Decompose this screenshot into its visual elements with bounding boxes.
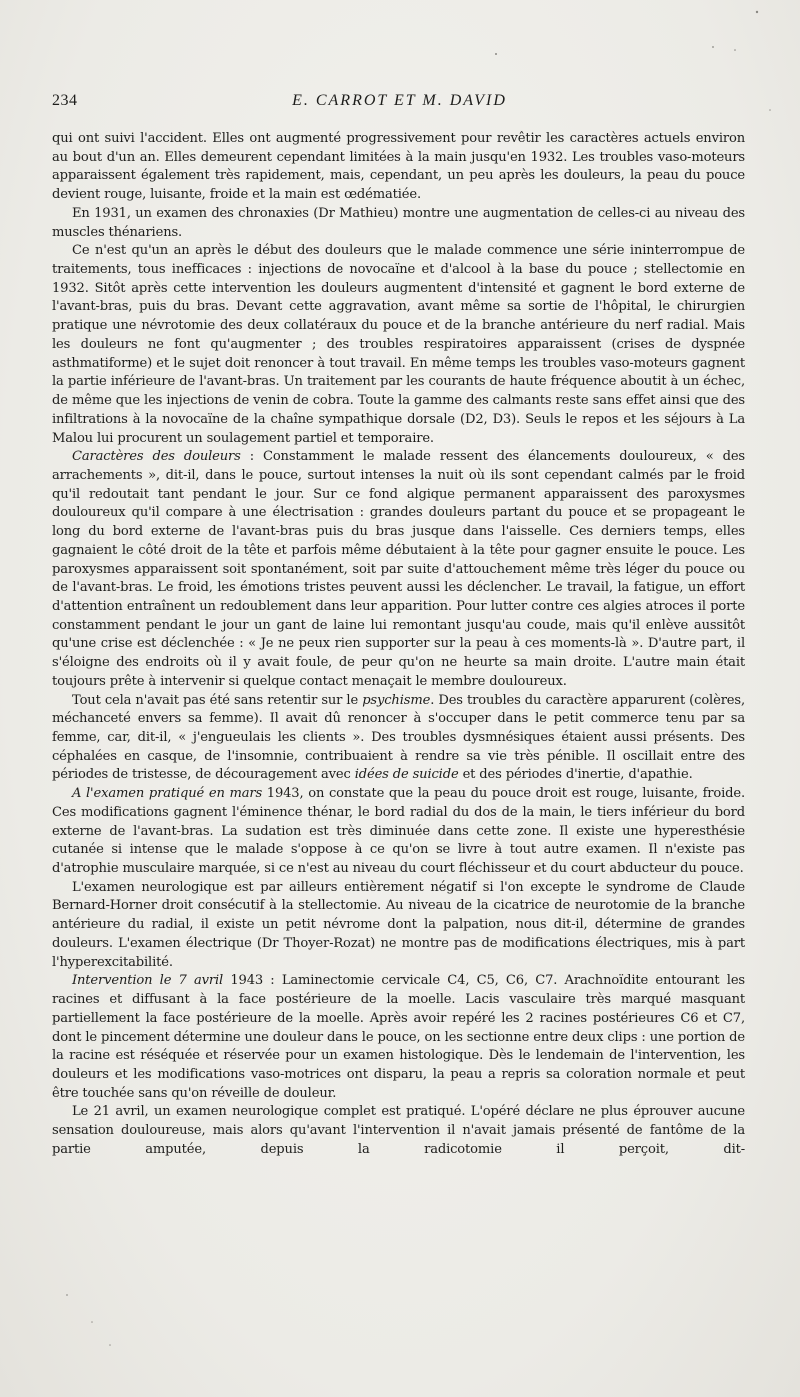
psychism-text-a: Tout cela n'avait pas été sans retentir sur le: [72, 692, 363, 708]
paragraph-chronaxies: En 1931, un examen des chronaxies (Dr Mathieu) montre une augmentation de celles-ci au niveau des muscles thénariens.: [52, 205, 745, 240]
paragraph-pain-characteristics: [52, 448, 745, 691]
paragraph-followup: Le 21 avril, un examen neurologique complet est pratiqué. L'opéré déclare ne plus éprouver aucune sensation douloureuse, mais alors qu'avant l'intervention il n'avait jamais présenté de fantôme de la partie amputée, depuis la radicotomie il perçoit, dit-: [52, 1104, 745, 1157]
paragraph-treatments: Ce n'est qu'un an après le début des douleurs que le malade commence une série ininterrompue de traitements, tous inefficaces : injections de novocaïne et d'alcool à la base du pouce ; stellectomie en 1932. Sitôt après cette intervention les douleurs augmentent d'intensité et gagnent le bord externe de l'avant-bras, puis du bras. Devant cette aggravation, avant même sa sortie de l'hôpital, le chirurgien pratique une névrotomie des deux collatéraux du pouce et de la branche antérieure du nerf radial. Mais les douleurs ne font qu'augmenter ; des troubles respiratoires apparaissent (crises de dyspnée asthmatiforme) et le sujet doit renoncer à tout travail. En même temps les troubles vaso-moteurs gagnent la partie inférieure de l'avant-bras. Un traitement par les courants de haute fréquence aboutit à un échec, de même que les injections de venin de cobra. Toute la gamme des calmants reste sans effet ainsi que des infiltrations à la novocaïne de la chaîne sympathique dorsale (D2, D3). Seuls le repos et les séjours à La Malou lui procurent un soulagement partiel et temporaire.: [52, 243, 745, 446]
section-label-examination: A l'examen pratiqué en mars: [72, 786, 263, 802]
psychism-text-c: et des périodes d'inertie, d'apathie.: [458, 767, 693, 783]
running-header: [52, 92, 747, 114]
psychism-text-b: . Des troubles du caractère apparurent (colères, méchanceté envers sa femme). Il avait dû renoncer à s'occuper dans le petit commerce tenu par sa femme, car, dit-il, « j'engueulais les clients ». Des troubles dysmnésiques étaient aussi présents. Des céphalées en casque, de l'insomnie, contribuaient à rendre sa vie très pénible. Il oscillait entre des périodes de tristesse, de découragement avec: [52, 692, 745, 783]
term-idees-de-suicide: idées de suicide: [354, 767, 459, 783]
paragraph-intervention: [52, 972, 745, 1103]
section-label-pain: Caractères des douleurs: [72, 449, 241, 465]
paragraph-examination: [52, 785, 745, 879]
paragraph-psychism: [52, 692, 745, 786]
intervention-text: 1943 : Laminectomie cervicale C4, C5, C6, C7. Arachnoïdite entourant les racines et diffusant à la face postérieure de la moelle. Lacis vasculaire très marqué masquant partiellement la face postérieure de la moelle. Après avoir repéré les 2 racines postérieures C6 et C7, dont le pincement détermine une douleur dans le pouce, on les sectionne entre deux clips : une portion de la racine est réséquée et réservée pour un examen histologique. Dès le lendemain de l'intervention, les douleurs et les modifications vaso-motrices ont disparu, la peau a repris sa coloration normale et peut être touchée sans qu'on réveille de douleur.: [52, 973, 745, 1101]
term-psychisme: psychisme: [362, 692, 431, 708]
pain-text: : Constamment le malade ressent des élancements douloureux, « des arrachements », dit-il, dans le pouce, surtout intenses la nuit où ils sont cependant calmés par le froid qu'il redoutait tant pendant le jour. Sur ce fond algique permanent apparaissent des paroxysmes douloureux qu'il compare à une électrisation : grandes douleurs partant du pouce et se propageant le long du bord externe de l'avant-bras puis du bras jusque dans l'aisselle. Ces derniers temps, elles gagnaient le côté droit de la tête et parfois même débutaient à la tête pour gagner ensuite le pouce. Les paroxysmes apparaissent soit spontanément, soit par suite d'attouchement même très léger du pouce ou de l'avant-bras. Le froid, les émotions tristes peuvent aussi les déclencher. Le travail, la fatigue, un effort d'attention entraînent un redoublement dans leur apparition. Pour lutter contre ces algies atroces il porte constamment pendant le jour un gant de laine lui remontant jusqu'au coude, mais qu'il enlève aussitôt qu'une crise est déclenchée : « Je ne peux rien supporter sur la peau à ces moments-là ». D'autre part, il s'éloigne des endroits où il y avait foule, de peur qu'on ne heurte sa main droite. L'autre main était toujours prête à intervenir si quelque contact menaçait le membre douloureux.: [52, 449, 745, 689]
article-body: [52, 130, 745, 1160]
section-label-intervention: Intervention le 7 avril: [72, 973, 224, 989]
paragraph-neurological-exam: L'examen neurologique est par ailleurs entièrement négatif si l'on excepte le syndrome de Claude Bernard-Horner droit consécutif à la stellectomie. Au niveau de la cicatrice de neurotomie de la branche antérieure du radial, il existe un petit névrome dont la palpation, nous dit-il, détermine de grandes douleurs. L'examen électrique (Dr Thoyer-Rozat) ne montre pas de modifications électriques, mis à part l'hyperexcitabilité.: [52, 879, 745, 970]
paragraph-history: qui ont suivi l'accident. Elles ont augmenté progressivement pour revêtir les caractères actuels environ au bout d'un an. Elles demeurent cependant limitées à la main jusqu'en 1932. Les troubles vaso-moteurs apparaissent également très rapidement, mais, cependant, un peu après les douleurs, la peau du pouce devient rouge, luisante, froide et la main est œdématiée.: [52, 131, 745, 203]
examination-text: 1943, on constate que la peau du pouce droit est rouge, luisante, froide. Ces modifications gagnent l'éminence thénar, le bord radial du dos de la main, le tiers inférieur du bord externe de l'avant-bras. La sudation est très diminuée dans cette zone. Il existe une hyperesthésie cutanée si intense que le malade s'oppose à ce qu'on se livre à tout autre examen. Il n'existe pas d'atrophie musculaire marquée, si ce n'est au niveau du court fléchisseur et du court abducteur du pouce.: [52, 786, 745, 877]
page-number: 234: [52, 92, 78, 109]
running-head-authors: E. CARROT ET M. DAVID: [292, 92, 507, 109]
